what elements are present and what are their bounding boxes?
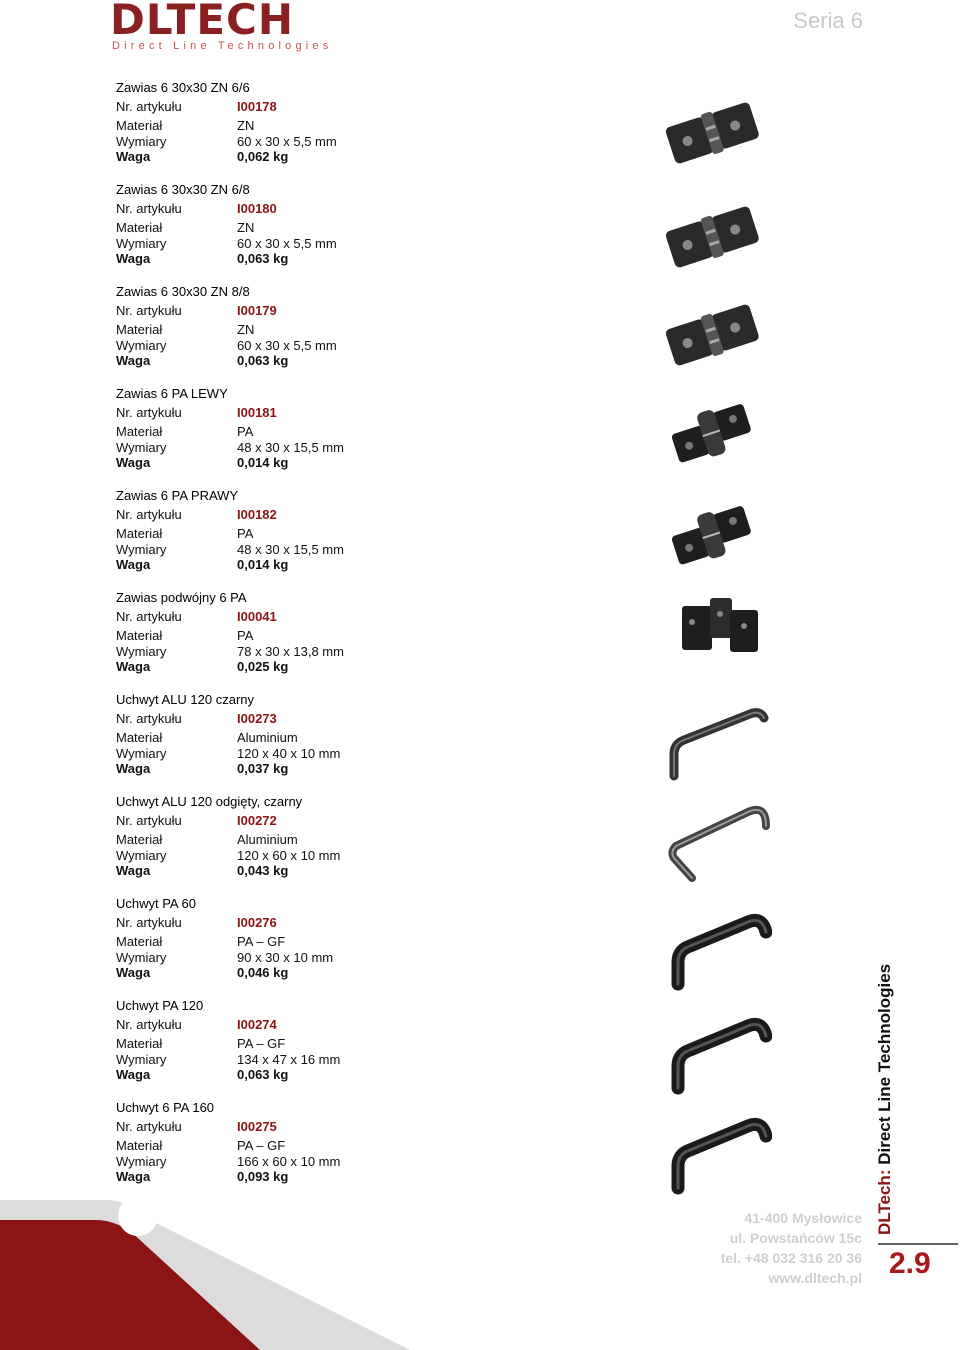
row-weight — [116, 1169, 416, 1184]
row-article — [116, 711, 416, 726]
product-title: Uchwyt ALU 120 czarny — [116, 692, 255, 707]
row-material — [116, 730, 416, 745]
article-code: I00276 — [237, 915, 277, 931]
label-material: Materiał — [116, 628, 163, 644]
product-entry — [116, 488, 416, 572]
product-title: Uchwyt ALU 120 odgięty, czarny — [116, 794, 303, 809]
hinge-flat-icon — [662, 92, 762, 177]
handle-pa-icon — [662, 1108, 772, 1203]
label-dimensions: Wymiary — [116, 745, 167, 761]
label-material: Materiał — [116, 1138, 163, 1154]
label-article: Nr. artykułu — [116, 201, 182, 217]
row-weight — [116, 149, 416, 164]
article-code: I00272 — [237, 813, 277, 829]
row-article — [116, 915, 416, 930]
dimensions-value: 60 x 30 x 5,5 mm — [237, 133, 337, 149]
label-weight: Waga — [116, 556, 151, 572]
label-material: Materiał — [116, 220, 163, 236]
label-dimensions: Wymiary — [116, 439, 167, 455]
material-value: PA — [237, 526, 254, 542]
article-code: I00041 — [237, 609, 277, 625]
product-title: Zawias 6 30x30 ZN 8/8 — [116, 284, 250, 299]
material-value: Aluminium — [237, 832, 298, 848]
weight-value: 0,063 kg — [237, 1066, 289, 1082]
row-dimensions — [116, 1154, 416, 1169]
product-title: Zawias 6 30x30 ZN 6/6 — [116, 80, 250, 95]
product-title: Zawias 6 PA LEWY — [116, 386, 228, 401]
weight-value: 0,037 kg — [237, 760, 289, 776]
material-value: PA – GF — [237, 934, 286, 950]
side-brand-red: DLTech: — [875, 1169, 894, 1235]
row-article — [116, 507, 416, 522]
product-title: Uchwyt PA 60 — [116, 896, 196, 911]
company-logo — [110, 0, 340, 60]
label-article: Nr. artykułu — [116, 813, 182, 829]
article-code: I00180 — [237, 201, 277, 217]
row-article — [116, 405, 416, 420]
series-title: Seria 6 — [793, 8, 863, 33]
material-value: PA – GF — [237, 1138, 286, 1154]
product-entry — [116, 80, 416, 164]
address-phone: tel. +48 032 316 20 36 — [720, 1250, 862, 1266]
hinge-pa-icon — [662, 392, 762, 477]
article-code: I00182 — [237, 507, 277, 523]
dimensions-value: 48 x 30 x 15,5 mm — [237, 541, 344, 557]
weight-value: 0,025 kg — [237, 658, 289, 674]
row-dimensions — [116, 440, 416, 455]
article-code: I00274 — [237, 1017, 277, 1033]
product-entry — [116, 896, 416, 980]
handle-bent-icon — [662, 796, 772, 891]
product-title: Uchwyt PA 120 — [116, 998, 204, 1013]
row-weight — [116, 455, 416, 470]
label-material: Materiał — [116, 832, 163, 848]
material-value: PA — [237, 628, 254, 644]
label-material: Materiał — [116, 1036, 163, 1052]
label-article: Nr. artykułu — [116, 303, 182, 319]
label-dimensions: Wymiary — [116, 1153, 167, 1169]
label-dimensions: Wymiary — [116, 133, 167, 149]
row-article — [116, 303, 416, 318]
label-dimensions: Wymiary — [116, 337, 167, 353]
article-code: I00178 — [237, 99, 277, 115]
dimensions-value: 120 x 40 x 10 mm — [237, 745, 341, 761]
label-dimensions: Wymiary — [116, 1051, 167, 1067]
dimensions-value: 48 x 30 x 15,5 mm — [237, 439, 344, 455]
label-weight: Waga — [116, 1168, 151, 1184]
product-entry — [116, 386, 416, 470]
label-dimensions: Wymiary — [116, 235, 167, 251]
address-city: 41-400 Mysłowice — [744, 1210, 862, 1226]
product-title: Uchwyt 6 PA 160 — [116, 1100, 215, 1115]
label-article: Nr. artykułu — [116, 711, 182, 727]
row-weight — [116, 557, 416, 572]
label-article: Nr. artykułu — [116, 99, 182, 115]
dimensions-value: 78 x 30 x 13,8 mm — [237, 643, 344, 659]
label-weight: Waga — [116, 352, 151, 368]
label-material: Materiał — [116, 526, 163, 542]
hinge-flat-icon — [662, 294, 762, 379]
row-article — [116, 1119, 416, 1134]
row-material — [116, 526, 416, 541]
handle-round-icon — [662, 698, 772, 793]
label-dimensions: Wymiary — [116, 949, 167, 965]
row-weight — [116, 251, 416, 266]
label-article: Nr. artykułu — [116, 609, 182, 625]
dimensions-value: 90 x 30 x 10 mm — [237, 949, 334, 965]
label-material: Materiał — [116, 934, 163, 950]
row-dimensions — [116, 746, 416, 761]
article-code: I00275 — [237, 1119, 277, 1135]
dimensions-value: 134 x 47 x 16 mm — [237, 1051, 341, 1067]
corner-decoration — [0, 1190, 410, 1350]
material-value: ZN — [237, 322, 255, 338]
label-weight: Waga — [116, 658, 151, 674]
label-dimensions: Wymiary — [116, 541, 167, 557]
row-material — [116, 322, 416, 337]
address-website[interactable]: www.dltech.pl — [768, 1270, 862, 1286]
weight-value: 0,062 kg — [237, 148, 289, 164]
label-dimensions: Wymiary — [116, 643, 167, 659]
material-value: ZN — [237, 118, 255, 134]
label-weight: Waga — [116, 454, 151, 470]
row-weight — [116, 965, 416, 980]
handle-pa-icon — [662, 904, 772, 999]
weight-value: 0,063 kg — [237, 352, 289, 368]
material-value: ZN — [237, 220, 255, 236]
label-weight: Waga — [116, 862, 151, 878]
row-weight — [116, 761, 416, 776]
page-number: 2.9 — [889, 1247, 931, 1280]
row-weight — [116, 863, 416, 878]
article-code: I00179 — [237, 303, 277, 319]
row-material — [116, 118, 416, 133]
dimensions-value: 120 x 60 x 10 mm — [237, 847, 341, 863]
row-dimensions — [116, 236, 416, 251]
label-article: Nr. artykułu — [116, 1017, 182, 1033]
weight-value: 0,043 kg — [237, 862, 289, 878]
address-street: ul. Powstańców 15c — [729, 1230, 862, 1246]
product-title: Zawias 6 PA PRAWY — [116, 488, 239, 503]
row-article — [116, 1017, 416, 1032]
row-material — [116, 832, 416, 847]
label-weight: Waga — [116, 760, 151, 776]
label-article: Nr. artykułu — [116, 1119, 182, 1135]
weight-value: 0,063 kg — [237, 250, 289, 266]
dimensions-value: 166 x 60 x 10 mm — [237, 1153, 341, 1169]
row-material — [116, 424, 416, 439]
row-dimensions — [116, 848, 416, 863]
row-material — [116, 628, 416, 643]
label-material: Materiał — [116, 322, 163, 338]
row-dimensions — [116, 644, 416, 659]
weight-value: 0,093 kg — [237, 1168, 289, 1184]
row-dimensions — [116, 542, 416, 557]
label-material: Materiał — [116, 424, 163, 440]
row-dimensions — [116, 134, 416, 149]
product-entry — [116, 182, 416, 266]
row-material — [116, 1138, 416, 1153]
row-article — [116, 99, 416, 114]
row-article — [116, 201, 416, 216]
row-dimensions — [116, 1052, 416, 1067]
row-material — [116, 1036, 416, 1051]
product-title: Zawias podwójny 6 PA — [116, 590, 247, 605]
label-material: Materiał — [116, 118, 163, 134]
row-article — [116, 813, 416, 828]
row-weight — [116, 659, 416, 674]
label-article: Nr. artykułu — [116, 507, 182, 523]
label-weight: Waga — [116, 1066, 151, 1082]
product-title: Zawias 6 30x30 ZN 6/8 — [116, 182, 250, 197]
product-entry — [116, 998, 416, 1082]
double-hinge-icon — [662, 592, 762, 677]
label-dimensions: Wymiary — [116, 847, 167, 863]
article-code: I00273 — [237, 711, 277, 727]
row-material — [116, 220, 416, 235]
row-article — [116, 609, 416, 624]
logo-tagline: Direct Line Technologies — [112, 40, 333, 52]
side-divider — [878, 1243, 958, 1245]
row-material — [116, 934, 416, 949]
dimensions-value: 60 x 30 x 5,5 mm — [237, 235, 337, 251]
material-value: Aluminium — [237, 730, 298, 746]
label-weight: Waga — [116, 148, 151, 164]
label-article: Nr. artykułu — [116, 405, 182, 421]
weight-value: 0,014 kg — [237, 556, 289, 572]
label-article: Nr. artykułu — [116, 915, 182, 931]
material-value: PA – GF — [237, 1036, 286, 1052]
row-weight — [116, 1067, 416, 1082]
label-weight: Waga — [116, 250, 151, 266]
row-weight — [116, 353, 416, 368]
label-material: Materiał — [116, 730, 163, 746]
hinge-flat-icon — [662, 196, 762, 281]
handle-pa-icon — [662, 1008, 772, 1103]
weight-value: 0,014 kg — [237, 454, 289, 470]
row-dimensions — [116, 950, 416, 965]
product-entry — [116, 1100, 416, 1184]
product-entry — [116, 794, 416, 878]
dimensions-value: 60 x 30 x 5,5 mm — [237, 337, 337, 353]
side-brand — [875, 964, 895, 1235]
product-entry — [116, 692, 416, 776]
row-dimensions — [116, 338, 416, 353]
logo-wordmark: DLTECH — [110, 0, 294, 44]
weight-value: 0,046 kg — [237, 964, 289, 980]
material-value: PA — [237, 424, 254, 440]
product-entry — [116, 284, 416, 368]
label-weight: Waga — [116, 964, 151, 980]
side-brand-dark: Direct Line Technologies — [875, 963, 894, 1165]
article-code: I00181 — [237, 405, 277, 421]
company-address — [721, 1208, 862, 1288]
product-entry — [116, 590, 416, 674]
hinge-pa-icon — [662, 494, 762, 579]
